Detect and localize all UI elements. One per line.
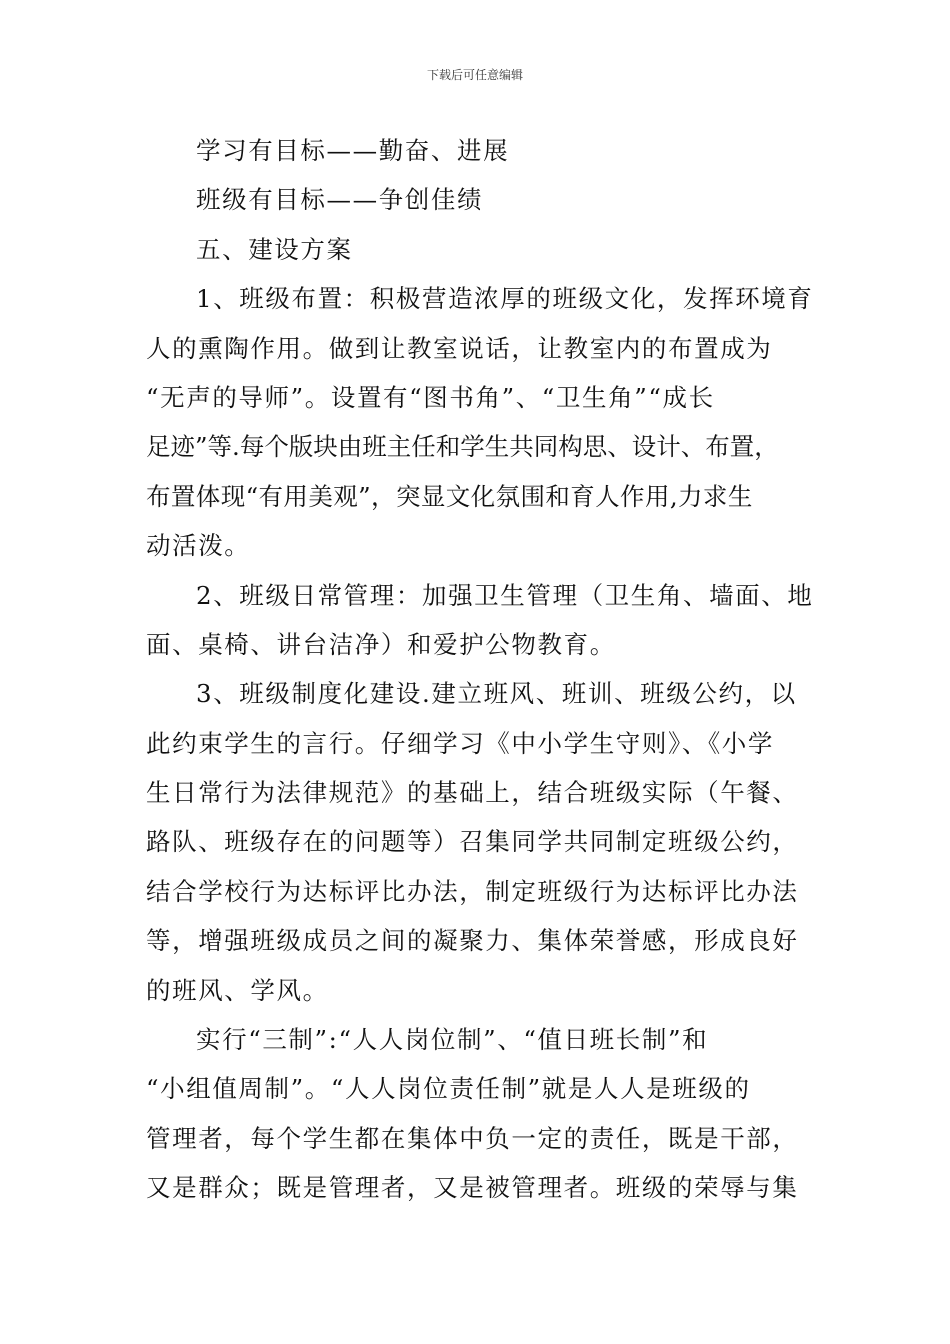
text-line: 布置体现“有用美观”，突显文化氛围和育人作用,力求生	[146, 481, 753, 511]
text-line: 生日常行为法律规范》的基础上，结合班级实际（午餐、	[146, 778, 799, 808]
text-line: 此约束学生的言行。仔细学习《中小学生守则》、《小学	[146, 728, 774, 758]
text-line: 路队、班级存在的问题等）召集同学共同制定班级公约，	[146, 827, 799, 857]
document-body	[146, 126, 814, 1213]
text-line: 等，增强班级成员之间的凝聚力、集体荣誉感，形成良好	[146, 926, 799, 956]
text-line: 学习有目标——勤奋、进展	[196, 136, 510, 165]
text-line: 实行“三制”:“人人岗位制”、“值日班长制”和	[196, 1025, 709, 1055]
text-line: 的班风、学风。	[146, 975, 329, 1005]
text-line: 2、班级日常管理：加强卫生管理（卫生角、墙面、地	[196, 580, 814, 610]
text-line: “无声的导师”。设置有“图书角”、“卫生角”“成长	[146, 382, 715, 412]
text-line: 结合学校行为达标评比办法，制定班级行为达标评比办法	[146, 876, 799, 906]
text-line: 1、班级布置：积极营造浓厚的班级文化，发挥环境育	[196, 284, 814, 314]
text-line: 班级有目标——争创佳绩	[196, 185, 484, 215]
text-line: 动活泼。	[146, 531, 251, 561]
text-line: 3、班级制度化建设.建立班风、班训、班级公约，以	[196, 679, 797, 709]
page-header: 下载后可任意编辑	[426, 68, 523, 82]
text-line: “小组值周制”。“人人岗位责任制”就是人人是班级的	[146, 1074, 751, 1104]
text-line: 管理者，每个学生都在集体中负一定的责任，既是干部，	[146, 1123, 799, 1153]
section-heading: 五、建设方案	[196, 234, 353, 264]
text-line: 又是群众；既是管理者，又是被管理者。班级的荣辱与集	[146, 1173, 799, 1203]
text-line: 面、桌椅、讲台洁净）和爱护公物教育。	[146, 629, 616, 659]
text-line: 人的熏陶作用。做到让教室说话，让教室内的布置成为	[146, 333, 773, 363]
text-line: 足迹”等.每个版块由班主任和学生共同构思、设计、布置，	[146, 432, 779, 462]
